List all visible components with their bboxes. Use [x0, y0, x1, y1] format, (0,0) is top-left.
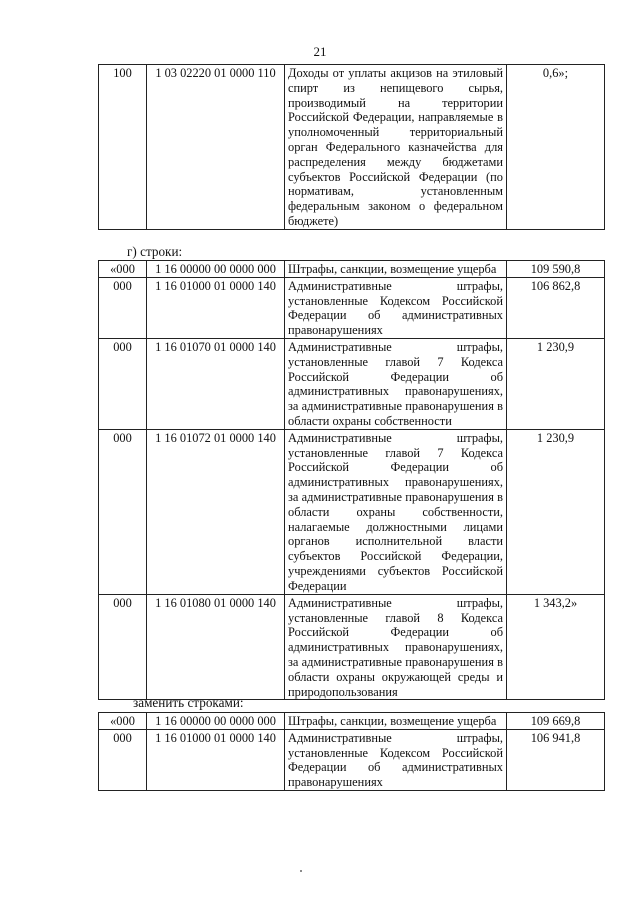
- row-value: 1 343,2»: [507, 594, 605, 700]
- row-kbk: 1 03 02220 01 0000 110: [147, 65, 285, 230]
- section-label-g: г) строки:: [127, 244, 183, 259]
- table-row: [99, 594, 605, 700]
- row-name: Административные штрафы, установленные главой 7 Кодекса Российской Федерации об административных правонарушениях, за административные правонарушения в области охраны собственности, налагаемые должностными лицами органов исполнительной власти субъектов Российской Федерации, учреждениями субъектов Российской Федерации: [285, 429, 507, 594]
- table-g: [98, 260, 605, 700]
- row-code: 000: [99, 729, 147, 790]
- table-row: [99, 277, 605, 338]
- row-name: Административные штрафы, установленные Кодексом Российской Федерации об административных правонарушениях: [285, 729, 507, 790]
- row-code: «000: [99, 261, 147, 278]
- row-value: 109 669,8: [507, 713, 605, 730]
- row-kbk: 1 16 01080 01 0000 140: [147, 594, 285, 700]
- row-code: 000: [99, 277, 147, 338]
- row-kbk: 1 16 01000 01 0000 140: [147, 729, 285, 790]
- table-replace: [98, 712, 605, 791]
- table-row: [99, 261, 605, 278]
- row-kbk: 1 16 00000 00 0000 000: [147, 713, 285, 730]
- row-code: 000: [99, 429, 147, 594]
- row-name: Доходы от уплаты акцизов на этиловый спирт из непищевого сырья, производимый на территории Российской Федерации, направляемые в уполномоченный территориальный орган Федерального казначейства для распределения между бюджетами субъектов Российской Федерации (по нормативам, установленным федеральным законом о федеральном бюджете): [285, 65, 507, 230]
- row-code: 000: [99, 338, 147, 429]
- row-name: Административные штрафы, установленные главой 8 Кодекса Российской Федерации об административных правонарушениях, за административные правонарушения в области охраны окружающей среды и природопользования: [285, 594, 507, 700]
- row-name: Административные штрафы, установленные главой 7 Кодекса Российской Федерации об административных правонарушениях, за административные правонарушения в области охраны собственности: [285, 338, 507, 429]
- table-top: [98, 64, 605, 230]
- table-row: [99, 713, 605, 730]
- row-value: 0,6»;: [507, 65, 605, 230]
- scan-dot: [300, 870, 302, 872]
- table-row: [99, 65, 605, 230]
- row-value: 109 590,8: [507, 261, 605, 278]
- row-value: 1 230,9: [507, 338, 605, 429]
- row-code: «000: [99, 713, 147, 730]
- row-name: Штрафы, санкции, возмещение ущерба: [285, 261, 507, 278]
- table-row: [99, 429, 605, 594]
- page-number: 21: [313, 44, 327, 59]
- table-row: [99, 729, 605, 790]
- row-value: 106 862,8: [507, 277, 605, 338]
- section-label-replace: заменить строками:: [133, 695, 244, 710]
- row-kbk: 1 16 01072 01 0000 140: [147, 429, 285, 594]
- row-kbk: 1 16 00000 00 0000 000: [147, 261, 285, 278]
- row-value: 1 230,9: [507, 429, 605, 594]
- row-name: Штрафы, санкции, возмещение ущерба: [285, 713, 507, 730]
- row-kbk: 1 16 01070 01 0000 140: [147, 338, 285, 429]
- row-value: 106 941,8: [507, 729, 605, 790]
- row-code: 000: [99, 594, 147, 700]
- row-name: Административные штрафы, установленные Кодексом Российской Федерации об административных правонарушениях: [285, 277, 507, 338]
- table-row: [99, 338, 605, 429]
- row-kbk: 1 16 01000 01 0000 140: [147, 277, 285, 338]
- row-code: 100: [99, 65, 147, 230]
